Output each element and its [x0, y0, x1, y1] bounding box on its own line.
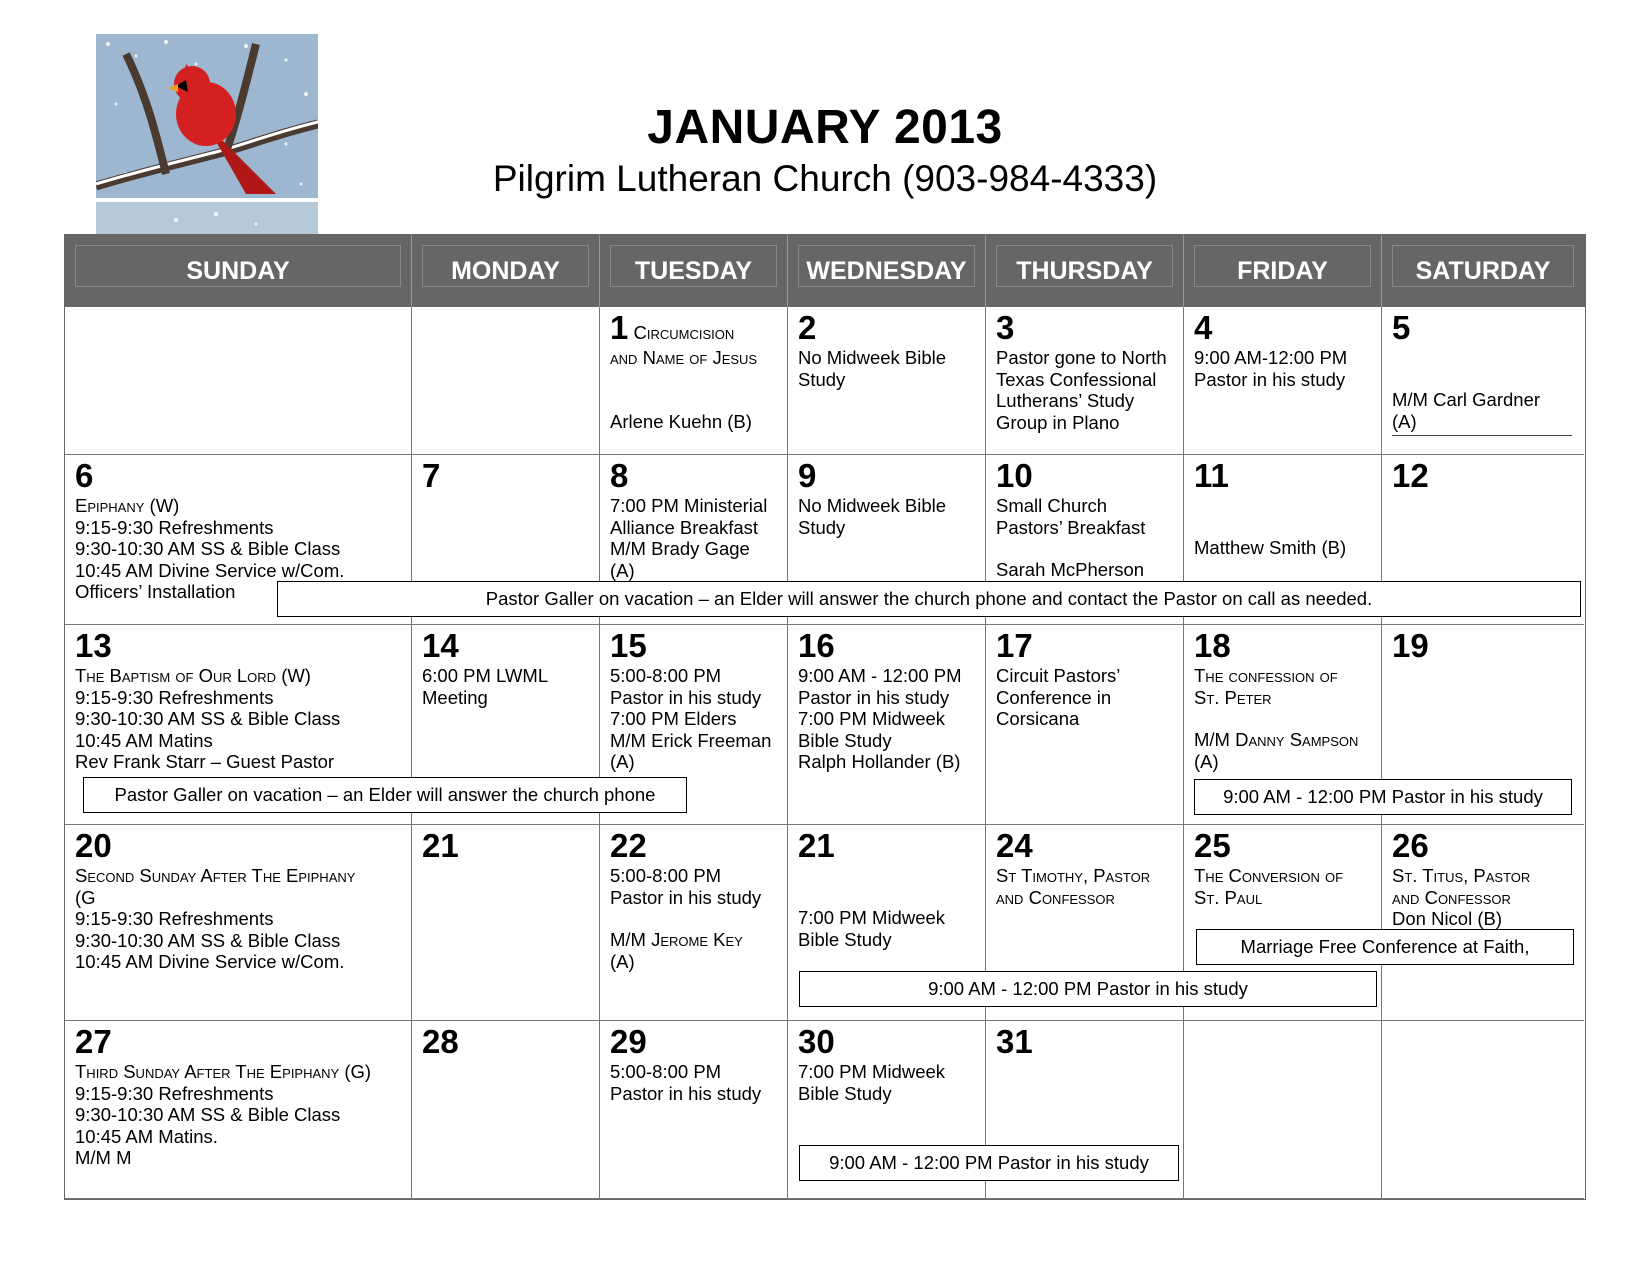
day-number: 21: [422, 827, 459, 864]
event-line: Bible Study: [798, 928, 892, 950]
event-line: St. Titus, Pastor: [1392, 865, 1531, 886]
day-cell-4: [1184, 307, 1382, 455]
event-line: Small Church: [996, 495, 1108, 516]
event-line: 7:00 PM Midweek: [798, 708, 946, 729]
event-line: Third Sunday After The Epiphany (G): [75, 1061, 372, 1082]
day-number: 2: [798, 309, 817, 346]
pastor-study-banner: 9:00 AM - 12:00 PM Pastor in his study: [799, 971, 1377, 1007]
event-line: No Midweek Bible: [798, 495, 947, 516]
event-line: 9:15-9:30 Refreshments: [75, 908, 274, 929]
event-line: 7:00 PM Elders: [610, 708, 737, 729]
weekday-header: [65, 235, 1585, 307]
event-line: 9:15-9:30 Refreshments: [75, 516, 274, 538]
day-cell-1: [600, 307, 788, 455]
event-line: Pastor in his study: [610, 886, 762, 908]
event-line: 9:00 AM - 12:00 PM: [798, 665, 962, 686]
event-line: (G: [75, 886, 96, 908]
event-line: 9:00 AM-12:00 PM: [1194, 347, 1348, 368]
event-line: Officers’ Installation: [75, 581, 236, 602]
event-line: Corsicana: [996, 708, 1080, 729]
event-line: Second Sunday After The Epiphany: [75, 865, 356, 886]
day-cell-empty: [412, 307, 600, 455]
event-line: Bible Study: [798, 1082, 892, 1104]
day-number: 21: [798, 827, 835, 864]
event-line: Circumcision: [633, 322, 735, 343]
event-line: and Confessor: [996, 886, 1115, 908]
day-cell-29: [600, 1021, 788, 1199]
event-line: and Confessor: [1392, 886, 1511, 908]
event-line: (A): [610, 950, 635, 972]
day-cell-empty: [1184, 1021, 1382, 1199]
event-line: (A): [610, 751, 635, 772]
event-line: The Baptism of Our Lord (W): [75, 665, 311, 686]
event-line: and Name of Jesus: [610, 347, 758, 368]
day-cell-17: [986, 625, 1184, 825]
event-line: 9:30-10:30 AM SS & Bible Class: [75, 1104, 341, 1125]
event-line: 7:00 PM Ministerial: [610, 495, 768, 516]
day-cell-21: [412, 825, 600, 1021]
day-number: 12: [1392, 457, 1429, 494]
event-line: M/M Erick Freeman: [610, 729, 772, 751]
vacation-banner: Pastor Galler on vacation – an Elder will answer the church phone: [83, 777, 687, 813]
day-cell-20: [65, 825, 412, 1021]
event-line: Epiphany (W): [75, 495, 180, 516]
day-number: 7: [422, 457, 441, 494]
event-line: Pastor gone to North: [996, 347, 1167, 368]
event-line: 5:00-8:00 PM: [610, 1061, 722, 1082]
event-line: Sarah McPherson: [996, 559, 1145, 580]
event-line: Pastor in his study: [610, 1082, 762, 1104]
day-number: 8: [610, 457, 629, 494]
event-line: (A): [1392, 410, 1417, 432]
event-line: 7:00 PM Midweek: [798, 1061, 946, 1082]
event-line: M/M Carl Gardner: [1392, 389, 1541, 410]
event-line: Rev Frank Starr – Guest Pastor: [75, 751, 335, 772]
event-line: Don Nicol (B): [1392, 908, 1502, 929]
event-line: 6:00 PM LWML: [422, 665, 549, 686]
day-cell-28: [412, 1021, 600, 1199]
conference-banner: Marriage Free Conference at Faith,: [1196, 929, 1574, 965]
header-friday: FRIDAY: [1184, 235, 1382, 307]
day-number: 28: [422, 1023, 459, 1060]
day-number: 10: [996, 457, 1033, 494]
day-number: 14: [422, 627, 459, 664]
day-number: 25: [1194, 827, 1231, 864]
event-line: M/M Danny Sampson: [1194, 729, 1359, 750]
day-number: 16: [798, 627, 835, 664]
event-line: The Conversion of: [1194, 865, 1344, 886]
event-line: Alliance Breakfast: [610, 516, 759, 538]
event-line: 9:15-9:30 Refreshments: [75, 1082, 274, 1104]
event-line: 5:00-8:00 PM: [610, 665, 722, 686]
day-number: 18: [1194, 627, 1231, 664]
event-line: Texas Confessional: [996, 368, 1157, 390]
day-number: 4: [1194, 309, 1213, 346]
header-thursday: THURSDAY: [986, 235, 1184, 307]
underline-divider: [1392, 435, 1572, 436]
day-cell-27: [65, 1021, 412, 1199]
event-line: M/M M: [75, 1147, 132, 1168]
page-subtitle: Pilgrim Lutheran Church (903-984-4333): [492, 158, 1158, 199]
day-number: 6: [75, 457, 94, 494]
event-line: 10:45 AM Matins: [75, 729, 213, 751]
event-line: 9:30-10:30 AM SS & Bible Class: [75, 538, 341, 559]
event-line: No Midweek Bible: [798, 347, 947, 368]
day-number: 24: [996, 827, 1033, 864]
day-number: 3: [996, 309, 1015, 346]
pastor-study-banner: 9:00 AM - 12:00 PM Pastor in his study: [1194, 779, 1572, 815]
day-cell-empty: [65, 307, 412, 455]
event-line: 10:45 AM Divine Service w/Com.: [75, 951, 345, 972]
pastor-study-banner: 9:00 AM - 12:00 PM Pastor in his study: [799, 1145, 1179, 1181]
day-number: 31: [996, 1023, 1033, 1060]
event-line: St Timothy, Pastor: [996, 865, 1151, 886]
day-cell-5: [1382, 307, 1584, 455]
calendar-grid: [64, 234, 1586, 1200]
vacation-banner: Pastor Galler on vacation – an Elder will answer the church phone and contact the Pastor on call as needed.: [277, 581, 1581, 617]
event-line: M/M Brady Gage: [610, 538, 750, 559]
event-line: Lutherans’ Study: [996, 390, 1135, 411]
event-line: 10:45 AM Divine Service w/Com.: [75, 559, 345, 581]
header-wednesday: WEDNESDAY: [788, 235, 986, 307]
day-number: 15: [610, 627, 647, 664]
event-line: Bible Study: [798, 729, 892, 751]
event-line: Study: [798, 516, 846, 538]
event-line: (A): [610, 559, 635, 581]
event-line: Ralph Hollander (B): [798, 751, 961, 772]
header-sunday: SUNDAY: [65, 235, 412, 307]
day-number: 13: [75, 627, 112, 664]
event-line: (A): [1194, 750, 1219, 772]
event-line: Pastor in his study: [798, 686, 950, 708]
day-number: 17: [996, 627, 1033, 664]
event-line: St. Paul: [1194, 886, 1263, 908]
day-number: 29: [610, 1023, 647, 1060]
event-line: Study: [798, 368, 846, 390]
event-line: 5:00-8:00 PM: [610, 865, 722, 886]
event-line: The confession of: [1194, 665, 1338, 686]
event-line: 7:00 PM Midweek: [798, 907, 946, 928]
day-number: 9: [798, 457, 817, 494]
day-number: 22: [610, 827, 647, 864]
event-line: Group in Plano: [996, 411, 1120, 433]
day-number: 26: [1392, 827, 1429, 864]
day-cell-2: [788, 307, 986, 455]
event-line: 9:30-10:30 AM SS & Bible Class: [75, 929, 341, 951]
event-line: 10:45 AM Matins.: [75, 1125, 218, 1147]
day-cell-empty: [1382, 1021, 1584, 1199]
event-line: Arlene Kuehn (B): [610, 410, 752, 432]
header-saturday: SATURDAY: [1382, 235, 1584, 307]
page-title: JANUARY 2013: [647, 101, 1003, 154]
day-number: 30: [798, 1023, 835, 1060]
day-number: 19: [1392, 627, 1429, 664]
event-line: Matthew Smith (B): [1194, 537, 1347, 558]
day-number: 1: [610, 309, 629, 346]
event-line: Pastor in his study: [1194, 368, 1346, 390]
event-line: 9:30-10:30 AM SS & Bible Class: [75, 708, 341, 729]
day-number: 27: [75, 1023, 112, 1060]
day-cell-22: [600, 825, 788, 1021]
day-number: 11: [1194, 457, 1229, 494]
header-monday: MONDAY: [412, 235, 600, 307]
day-number: 20: [75, 827, 112, 864]
event-line: Pastors’ Breakfast: [996, 516, 1146, 538]
event-line: 9:15-9:30 Refreshments: [75, 686, 274, 708]
day-number: 5: [1392, 309, 1411, 346]
header-tuesday: TUESDAY: [600, 235, 788, 307]
event-line: Pastor in his study: [610, 686, 762, 708]
day-cell-16: [788, 625, 986, 825]
event-line: M/M Jerome Key: [610, 929, 743, 950]
day-cell-3: [986, 307, 1184, 455]
event-line: Circuit Pastors’: [996, 665, 1121, 686]
event-line: St. Peter: [1194, 686, 1272, 708]
event-line: Conference in: [996, 686, 1112, 708]
event-line: Meeting: [422, 686, 488, 708]
day-cell-26: [1382, 825, 1584, 1021]
